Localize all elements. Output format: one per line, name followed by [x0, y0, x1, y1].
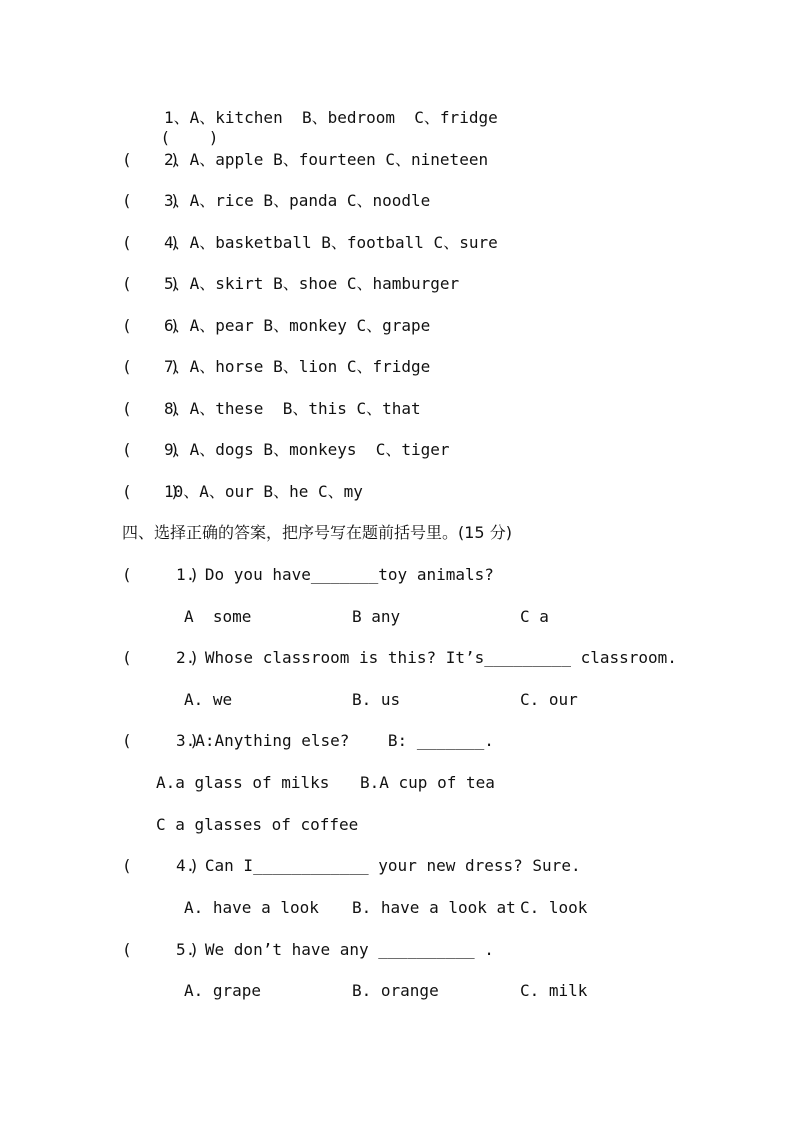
- option-c: C a: [520, 607, 549, 626]
- answer-bracket[interactable]: ( ): [122, 440, 180, 459]
- option-a: A some: [184, 607, 252, 626]
- answer-bracket[interactable]: ( ): [122, 274, 180, 293]
- question-text: 7、A、horse B、lion C、fridge: [164, 357, 431, 376]
- question-text: 5、A、skirt B、shoe C、hamburger: [164, 274, 460, 293]
- question-text: 2、A、apple B、fourteen C、nineteen: [164, 150, 489, 169]
- question-text: 6、A、pear B、monkey C、grape: [164, 316, 431, 335]
- answer-bracket[interactable]: ( ): [122, 731, 200, 750]
- question-text: 8、A、these B、this C、that: [164, 399, 421, 418]
- option-a: A.a glass of milks: [156, 773, 330, 792]
- answer-bracket[interactable]: ( ): [122, 357, 180, 376]
- question-text: 3.A:Anything else? B: _______.: [176, 731, 494, 750]
- answer-bracket[interactable]: ( ): [122, 150, 180, 169]
- answer-bracket[interactable]: ( ): [122, 565, 200, 584]
- option-b: B any: [352, 607, 401, 626]
- question-text: 1、A、kitchen B、bedroom C、fridge: [164, 108, 498, 127]
- answer-bracket[interactable]: ( ): [122, 316, 180, 335]
- option-c: C. milk: [520, 981, 588, 1000]
- question-text: 2. Whose classroom is this? It’s_________ classroom.: [176, 648, 677, 667]
- option-b: B. us: [352, 690, 401, 709]
- question-text: 4. Can I____________ your new dress? Sure.: [176, 856, 581, 875]
- question-text: 9、A、dogs B、monkeys C、tiger: [164, 440, 450, 459]
- option-b: B. orange: [352, 981, 439, 1000]
- question-text: 3、A、rice B、panda C、noodle: [164, 191, 431, 210]
- answer-bracket[interactable]: ( ): [122, 191, 180, 210]
- question-text: 4、A、basketball B、football C、sure: [164, 233, 498, 252]
- answer-bracket[interactable]: ( ): [122, 648, 200, 667]
- answer-bracket[interactable]: ( ): [122, 482, 180, 501]
- option-b: B.A cup of tea: [360, 773, 495, 792]
- option-a: A. grape: [184, 981, 262, 1000]
- answer-bracket[interactable]: ( ): [122, 940, 200, 959]
- question-text: 1. Do you have_______toy animals?: [176, 565, 494, 584]
- question-text: 5. We don’t have any __________ .: [176, 940, 494, 959]
- option-b: B. have a look at: [352, 898, 516, 917]
- section-heading: 四、选择正确的答案，把序号写在题前括号里。(15 分): [122, 523, 512, 542]
- option-c: C. our: [520, 690, 578, 709]
- option-a: A. have a look: [184, 898, 319, 917]
- question-text: 10、A、our B、he C、my: [164, 482, 363, 501]
- option-c: C a glasses of coffee: [156, 815, 359, 834]
- answer-bracket[interactable]: ( ): [122, 856, 200, 875]
- option-a: A. we: [184, 690, 233, 709]
- answer-bracket[interactable]: ( ): [160, 128, 219, 147]
- option-c: C. look: [520, 898, 588, 917]
- answer-bracket[interactable]: ( ): [122, 399, 180, 418]
- answer-bracket[interactable]: ( ): [122, 233, 180, 252]
